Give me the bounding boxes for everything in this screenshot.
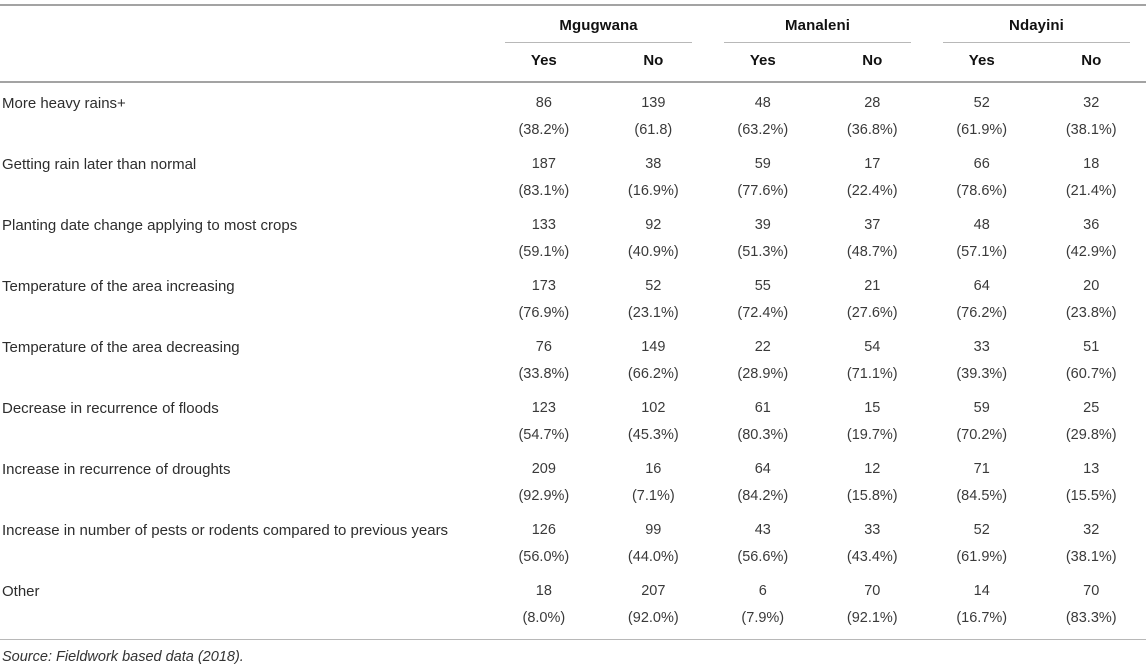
percent-value: (66.2%)	[627, 366, 679, 382]
table-row	[0, 205, 1146, 266]
count-value: 48	[754, 95, 771, 111]
group-label: Manaleni	[785, 17, 851, 34]
col-header-no: No	[818, 43, 927, 82]
count-value: 126	[531, 522, 556, 538]
percent-value: (27.6%)	[846, 305, 898, 321]
percent-value: (43.4%)	[846, 549, 898, 565]
group-header-manaleni	[708, 5, 927, 43]
percent-value: (83.3%)	[1065, 610, 1117, 626]
value-cell	[708, 388, 817, 449]
percent-value: (39.3%)	[956, 366, 1008, 382]
value-cell	[1036, 205, 1146, 266]
value-cell	[1036, 144, 1146, 205]
count-value: 28	[864, 95, 881, 111]
value-cell	[1036, 510, 1146, 571]
percent-value: (92.9%)	[518, 488, 570, 504]
table-row	[0, 388, 1146, 449]
value-cell	[708, 571, 817, 632]
count-value: 209	[531, 461, 556, 477]
count-value: 76	[535, 339, 552, 355]
survey-results-table	[0, 4, 1146, 632]
corner-cell	[0, 43, 489, 82]
value-cell	[818, 205, 927, 266]
count-value: 22	[754, 339, 771, 355]
value-cell	[489, 205, 598, 266]
row-label: Planting date change applying to most crops	[2, 217, 298, 234]
count-value: 38	[645, 156, 662, 172]
percent-value: (40.9%)	[627, 244, 679, 260]
value-cell	[489, 327, 598, 388]
percent-value: (60.7%)	[1065, 366, 1117, 382]
count-value: 12	[864, 461, 881, 477]
percent-value: (44.0%)	[627, 549, 679, 565]
value-cell	[599, 388, 708, 449]
count-value: 59	[754, 156, 771, 172]
value-cell	[1036, 571, 1146, 632]
value-cell	[1036, 388, 1146, 449]
count-value: 207	[641, 583, 666, 599]
value-cell	[927, 82, 1036, 144]
value-cell	[818, 327, 927, 388]
table-row	[0, 510, 1146, 571]
percent-value: (15.8%)	[846, 488, 898, 504]
count-value: 39	[754, 217, 771, 233]
value-cell	[818, 266, 927, 327]
value-cell	[599, 205, 708, 266]
col-header-yes: Yes	[927, 43, 1036, 82]
table-row	[0, 571, 1146, 632]
value-cell	[818, 144, 927, 205]
percent-value: (23.8%)	[1065, 305, 1117, 321]
value-cell	[599, 571, 708, 632]
count-value: 13	[1083, 461, 1100, 477]
count-value: 187	[531, 156, 556, 172]
percent-value: (23.1%)	[627, 305, 679, 321]
count-value: 52	[973, 522, 990, 538]
count-value: 32	[1083, 522, 1100, 538]
value-cell	[599, 510, 708, 571]
value-cell	[927, 144, 1036, 205]
count-value: 21	[864, 278, 881, 294]
percent-value: (61.9%)	[956, 122, 1008, 138]
count-value: 70	[1083, 583, 1100, 599]
count-value: 32	[1083, 95, 1100, 111]
col-header-no: No	[1036, 43, 1146, 82]
percent-value: (83.1%)	[518, 183, 570, 199]
value-cell	[708, 144, 817, 205]
col-header-yes: Yes	[489, 43, 598, 82]
percent-value: (78.6%)	[956, 183, 1008, 199]
table-body	[0, 82, 1146, 632]
percent-value: (72.4%)	[737, 305, 789, 321]
percent-value: (76.2%)	[956, 305, 1008, 321]
value-cell	[489, 449, 598, 510]
group-header-mgugwana	[489, 5, 708, 43]
value-cell	[489, 571, 598, 632]
group-header-row	[0, 5, 1146, 43]
group-label: Ndayini	[1009, 17, 1064, 34]
value-cell	[927, 388, 1036, 449]
count-value: 14	[973, 583, 990, 599]
percent-value: (70.2%)	[956, 427, 1008, 443]
count-value: 61	[754, 400, 771, 416]
col-header-yes: Yes	[708, 43, 817, 82]
percent-value: (28.9%)	[737, 366, 789, 382]
count-value: 92	[645, 217, 662, 233]
count-value: 173	[531, 278, 556, 294]
count-value: 33	[864, 522, 881, 538]
value-cell	[708, 327, 817, 388]
count-value: 51	[1083, 339, 1100, 355]
value-cell	[599, 82, 708, 144]
value-cell	[599, 327, 708, 388]
value-cell	[1036, 82, 1146, 144]
value-cell	[1036, 449, 1146, 510]
percent-value: (8.0%)	[522, 610, 566, 626]
value-cell	[1036, 266, 1146, 327]
percent-value: (92.0%)	[627, 610, 679, 626]
value-cell	[927, 449, 1036, 510]
count-value: 6	[758, 583, 767, 599]
value-cell	[1036, 327, 1146, 388]
percent-value: (80.3%)	[737, 427, 789, 443]
percent-value: (45.3%)	[627, 427, 679, 443]
percent-value: (57.1%)	[956, 244, 1008, 260]
percent-value: (61.8)	[634, 122, 673, 138]
percent-value: (54.7%)	[518, 427, 570, 443]
count-value: 36	[1083, 217, 1100, 233]
count-value: 20	[1083, 278, 1100, 294]
percent-value: (71.1%)	[846, 366, 898, 382]
value-cell	[818, 449, 927, 510]
count-value: 52	[973, 95, 990, 111]
count-value: 16	[645, 461, 662, 477]
percent-value: (29.8%)	[1065, 427, 1117, 443]
col-header-no: No	[599, 43, 708, 82]
percent-value: (38.1%)	[1065, 549, 1117, 565]
value-cell	[489, 144, 598, 205]
value-cell	[708, 449, 817, 510]
count-value: 149	[641, 339, 666, 355]
percent-value: (59.1%)	[518, 244, 570, 260]
subheader-row	[0, 43, 1146, 82]
value-cell	[599, 144, 708, 205]
value-cell	[489, 266, 598, 327]
count-value: 70	[864, 583, 881, 599]
table-row	[0, 449, 1146, 510]
percent-value: (33.8%)	[518, 366, 570, 382]
value-cell	[818, 388, 927, 449]
percent-value: (16.7%)	[956, 610, 1008, 626]
value-cell	[818, 571, 927, 632]
percent-value: (56.0%)	[518, 549, 570, 565]
count-value: 71	[973, 461, 990, 477]
percent-value: (38.2%)	[518, 122, 570, 138]
value-cell	[708, 205, 817, 266]
percent-value: (77.6%)	[737, 183, 789, 199]
value-cell	[599, 449, 708, 510]
percent-value: (7.9%)	[741, 610, 785, 626]
count-value: 64	[754, 461, 771, 477]
count-value: 123	[531, 400, 556, 416]
table-header	[0, 5, 1146, 82]
percent-value: (92.1%)	[846, 610, 898, 626]
table-row	[0, 327, 1146, 388]
value-cell	[599, 266, 708, 327]
table-row	[0, 266, 1146, 327]
table-row	[0, 144, 1146, 205]
value-cell	[708, 266, 817, 327]
row-label: Other	[2, 583, 40, 600]
count-value: 33	[973, 339, 990, 355]
value-cell	[927, 266, 1036, 327]
percent-value: (48.7%)	[846, 244, 898, 260]
group-label: Mgugwana	[559, 17, 638, 34]
count-value: 25	[1083, 400, 1100, 416]
count-value: 133	[531, 217, 556, 233]
count-value: 64	[973, 278, 990, 294]
count-value: 18	[535, 583, 552, 599]
count-value: 139	[641, 95, 666, 111]
row-label: Temperature of the area increasing	[2, 278, 235, 295]
value-cell	[927, 571, 1036, 632]
count-value: 59	[973, 400, 990, 416]
percent-value: (15.5%)	[1065, 488, 1117, 504]
value-cell	[708, 510, 817, 571]
count-value: 37	[864, 217, 881, 233]
percent-value: (61.9%)	[956, 549, 1008, 565]
value-cell	[489, 388, 598, 449]
count-value: 48	[973, 217, 990, 233]
count-value: 18	[1083, 156, 1100, 172]
row-label: Increase in number of pests or rodents compared to previous years	[2, 522, 449, 539]
percent-value: (84.5%)	[956, 488, 1008, 504]
corner-cell	[0, 5, 489, 43]
percent-value: (63.2%)	[737, 122, 789, 138]
value-cell	[927, 510, 1036, 571]
row-label: Temperature of the area decreasing	[2, 339, 240, 356]
count-value: 15	[864, 400, 881, 416]
count-value: 17	[864, 156, 881, 172]
table-row	[0, 82, 1146, 144]
source-note: Source: Fieldwork based data (2018).	[2, 649, 244, 665]
count-value: 43	[754, 522, 771, 538]
row-label: Increase in recurrence of droughts	[2, 461, 231, 478]
percent-value: (22.4%)	[846, 183, 898, 199]
percent-value: (7.1%)	[631, 488, 675, 504]
count-value: 54	[864, 339, 881, 355]
row-label: Decrease in recurrence of floods	[2, 400, 219, 417]
percent-value: (38.1%)	[1065, 122, 1117, 138]
percent-value: (16.9%)	[627, 183, 679, 199]
row-label: More heavy rains+	[2, 95, 126, 112]
percent-value: (84.2%)	[737, 488, 789, 504]
percent-value: (21.4%)	[1065, 183, 1117, 199]
value-cell	[818, 82, 927, 144]
percent-value: (76.9%)	[518, 305, 570, 321]
count-value: 52	[645, 278, 662, 294]
value-cell	[927, 205, 1036, 266]
value-cell	[927, 327, 1036, 388]
percent-value: (51.3%)	[737, 244, 789, 260]
percent-value: (56.6%)	[737, 549, 789, 565]
group-header-ndayini	[927, 5, 1146, 43]
value-cell	[489, 510, 598, 571]
count-value: 102	[641, 400, 666, 416]
percent-value: (19.7%)	[846, 427, 898, 443]
count-value: 55	[754, 278, 771, 294]
count-value: 86	[535, 95, 552, 111]
row-label: Getting rain later than normal	[2, 156, 197, 173]
value-cell	[818, 510, 927, 571]
percent-value: (36.8%)	[846, 122, 898, 138]
count-value: 99	[645, 522, 662, 538]
value-cell	[708, 82, 817, 144]
count-value: 66	[973, 156, 990, 172]
percent-value: (42.9%)	[1065, 244, 1117, 260]
value-cell	[489, 82, 598, 144]
